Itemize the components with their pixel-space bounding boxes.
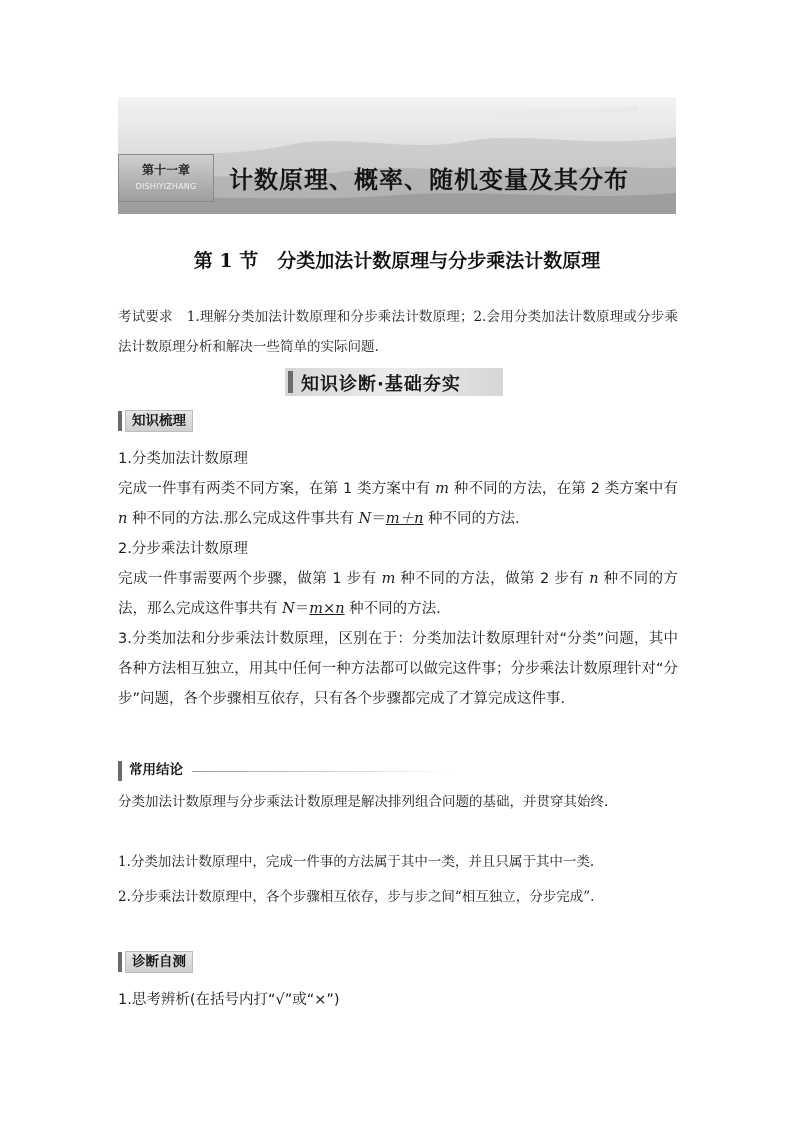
equals-sign: ＝ [294,601,310,617]
self-test-heading-text: 诊断自测 [125,951,193,973]
item2-text-d: 种不同的方法. [344,601,441,617]
knowledge-heading-text: 知识梳理 [125,410,193,432]
conclusion-item2: 2.分步乘法计数原理中，各个步骤相互依存，步与步之间“相互独立，分步完成”. [118,889,595,905]
item1-text-d: 种不同的方法. [423,511,520,527]
item2-text-a: 完成一件事需要两个步骤，做第 1 步有 [118,571,382,587]
chapter-title: 计数原理、概率、随机变量及其分布 [229,166,629,194]
var-N: N [282,601,295,617]
main-heading [285,368,503,396]
main-heading-text: 知识诊断·基础夯实 [301,374,461,395]
conclusions-heading-text: 常用结论 [129,762,183,778]
item1-title: 1.分类加法计数原理 [118,451,248,467]
item2-title: 2.分步乘法计数原理 [118,541,248,557]
var-m: m [435,481,450,497]
chapter-number-box [118,154,214,202]
item2-body [118,564,678,624]
sum-formula: m＋n [385,511,424,527]
chapter-number: 第十一章 [141,163,190,177]
item1-text-a: 完成一件事有两类不同方案，在第 1 类方案中有 [118,481,436,497]
heading-bar [118,411,122,431]
item1-body [118,474,678,534]
heading-bar [288,371,293,393]
heading-rule [192,771,452,772]
var-N: N [358,511,372,527]
item3-body: 3.分类加法和分步乘法计数原理，区别在于：分类加法计数原理针对“分类”问题，其中各种方法相互独立，用其中任何一种方法都可以做完这件事；分步乘法计数原理针对“分步”问题，各个步骤相互依存，只有各个步骤都完成了才算完成这件事. [118,631,678,707]
item1-text-b: 种不同的方法，在第 2 类方案中有 [449,481,678,497]
heading-bar [118,952,122,972]
requirements-text: 1.理解分类加法计数原理和分步乘法计数原理；2.会用分类加法计数原理或分步乘法计数原理分析和解决一些简单的实际问题. [118,309,678,355]
item2-text-b: 种不同的方法，做第 2 步有 [395,571,590,587]
item2-text-c: 种不同的方法，那么完成这件事共有 [118,571,678,617]
equals-sign: ＝ [371,511,386,527]
item1-text-c: 种不同的方法.那么完成这件事共有 [127,511,359,527]
self-test-item1: 1.思考辨析(在括号内打“√”或“×”) [118,992,340,1008]
var-m: m [381,571,396,587]
product-formula: m×n [309,601,345,617]
var-n: n [589,571,599,587]
var-n: n [118,511,128,527]
heading-bar [118,761,122,781]
section-title: 第 1 节 分类加法计数原理与分步乘法计数原理 [193,250,601,272]
conclusions-intro: 分类加法计数原理与分步乘法计数原理是解决排列组合问题的基础，并贯穿其始终. [118,794,609,810]
exam-requirements [118,302,678,362]
conclusion-item1: 1.分类加法计数原理中，完成一件事的方法属于其中一类，并且只属于其中一类. [118,854,595,870]
chapter-pinyin: DISHIYIZHANG [135,182,197,191]
requirements-label: 考试要求 [118,309,173,325]
